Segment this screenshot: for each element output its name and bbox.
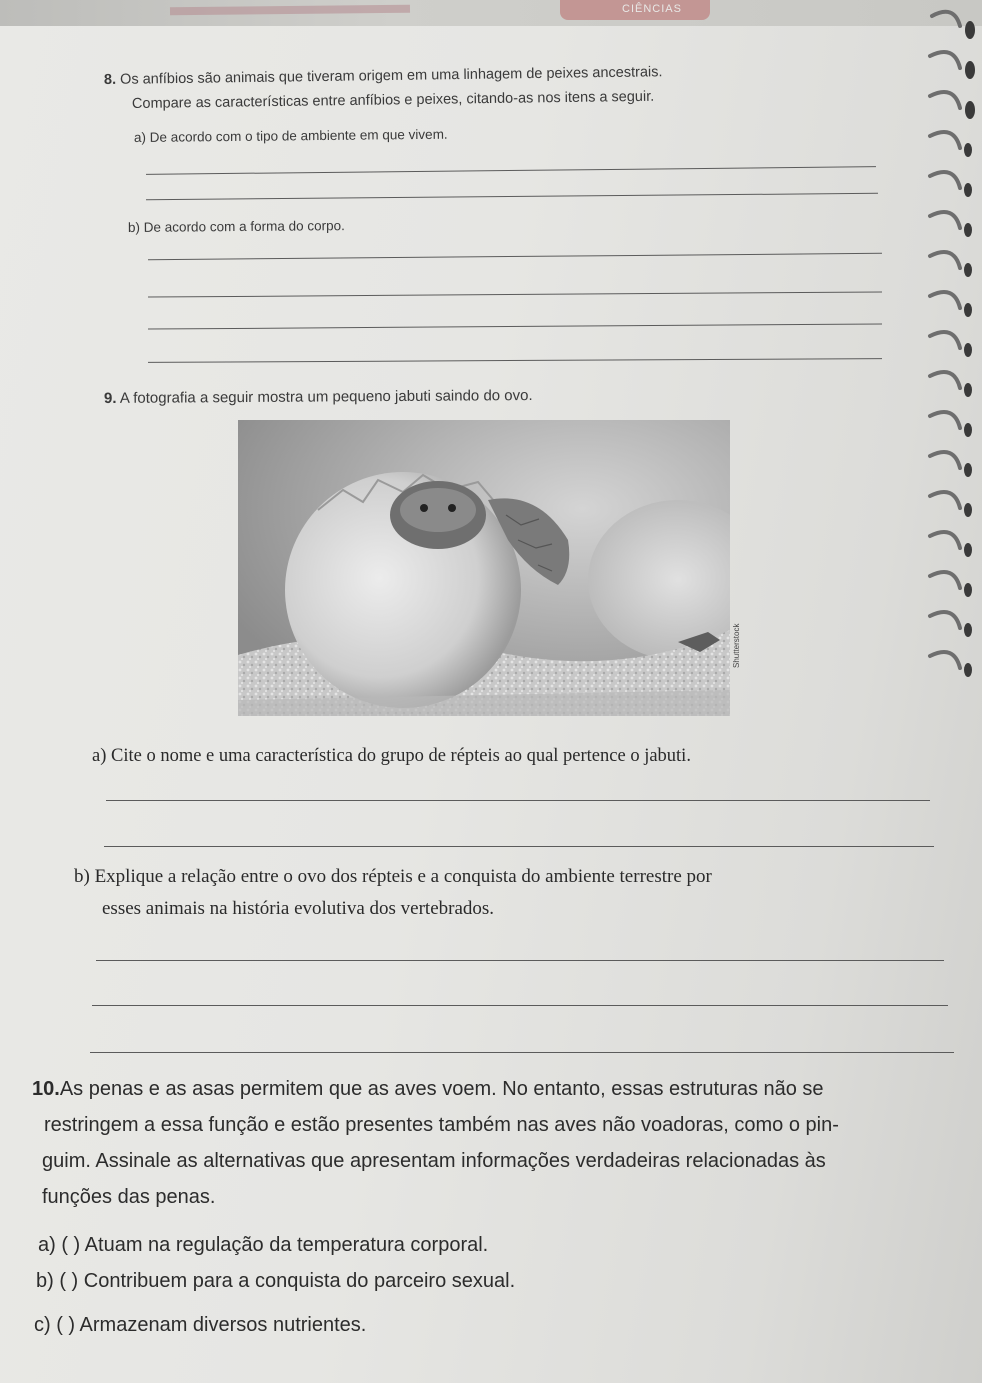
q10-option-c[interactable] xyxy=(34,1314,366,1337)
header-tab xyxy=(560,0,710,20)
option-a-text: Atuam na regulação da temperatura corporal. xyxy=(84,1234,489,1256)
q10-line1-text: As penas e as asas permitem que as aves voem. No entanto, essas estruturas não se xyxy=(59,1078,824,1100)
q10-line3: guim. Assinale as alternativas que apresentam informações verdadeiras relacionadas às xyxy=(42,1150,826,1172)
photo-credit: Shutterstock xyxy=(732,623,741,668)
answer-line xyxy=(96,960,944,961)
q10-option-a[interactable] xyxy=(38,1234,488,1257)
q9-item-b-line2: esses animais na história evolutiva dos vertebrados. xyxy=(102,898,495,919)
q8-line2: Compare as características entre anfíbios e peixes, citando-as nos itens a seguir. xyxy=(131,88,655,112)
answer-line xyxy=(148,291,882,297)
q9-intro-text: A fotografia a seguir mostra um pequeno jabuti saindo do ovo. xyxy=(119,387,533,407)
answer-line xyxy=(92,1005,948,1006)
q10-line2: restringem a essa função e estão presentes também nas aves não voadoras, como o pin- xyxy=(44,1114,839,1136)
q9-number: 9. xyxy=(103,389,117,407)
q8-line1 xyxy=(104,64,663,88)
header-tab-label: CIÊNCIAS xyxy=(622,3,682,15)
option-b-text: Contribuem para a conquista do parceiro sexual. xyxy=(83,1270,516,1292)
q9-intro xyxy=(104,387,533,407)
q9-item-b-line1: b) Explique a relação entre o ovo dos répteis e a conquista do ambiente terrestre por xyxy=(74,866,712,887)
q8-item-b: b) De acordo com a forma do corpo. xyxy=(127,218,345,235)
answer-line xyxy=(90,1052,954,1053)
answer-line xyxy=(146,166,876,175)
q8-line1-text: Os anfíbios são animais que tiveram origem em uma linhagem de peixes ancestrais. xyxy=(120,64,663,88)
answer-line xyxy=(148,253,882,260)
option-a-checkbox[interactable]: a) ( ) xyxy=(38,1234,81,1256)
turtle-hatching-photo xyxy=(238,420,730,716)
q10-line4: funções das penas. xyxy=(42,1186,216,1208)
answer-line xyxy=(148,323,882,329)
answer-line xyxy=(106,800,930,801)
q9-item-a: a) Cite o nome e uma característica do grupo de répteis ao qual pertence o jabuti. xyxy=(92,746,691,766)
q10-option-b[interactable] xyxy=(36,1270,515,1293)
option-c-checkbox[interactable]: c) ( ) xyxy=(34,1314,76,1336)
spiral-binding xyxy=(912,0,982,760)
q8-number: 8. xyxy=(103,71,117,88)
top-edge xyxy=(0,0,982,26)
answer-line xyxy=(104,846,934,847)
q10-line1 xyxy=(32,1078,824,1101)
answer-line xyxy=(148,358,882,363)
q10-number: 10. xyxy=(32,1078,60,1100)
q8-item-a: a) De acordo com o tipo de ambiente em que vivem. xyxy=(133,126,448,145)
option-c-text: Armazenam diversos nutrientes. xyxy=(79,1314,367,1336)
answer-line xyxy=(146,193,878,200)
option-b-checkbox[interactable]: b) ( ) xyxy=(36,1270,79,1292)
